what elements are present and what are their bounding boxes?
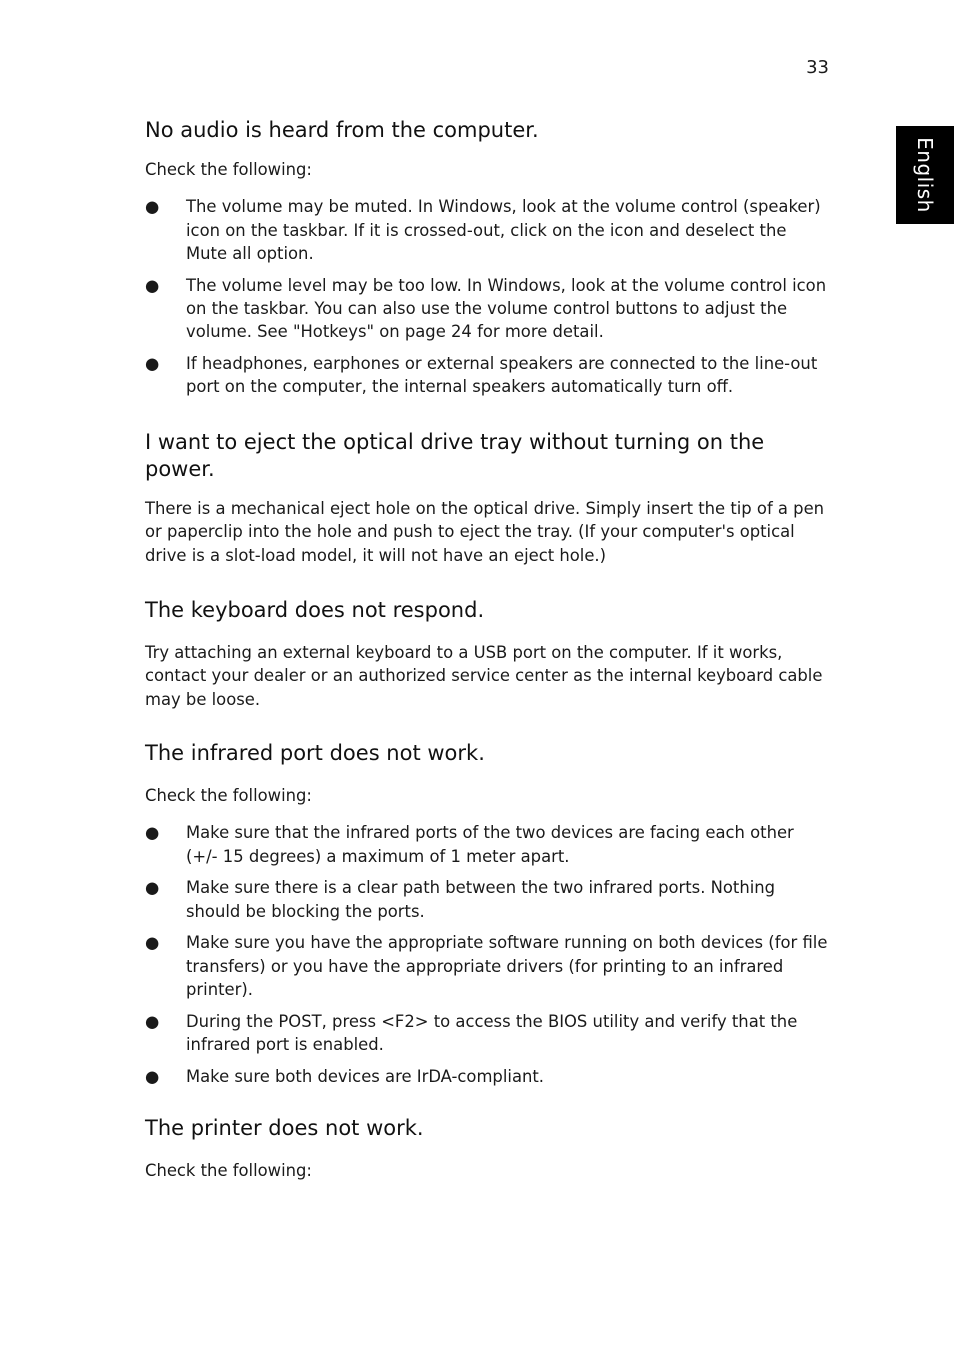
language-tab: [896, 126, 954, 224]
section-heading: The keyboard does not respond.: [145, 598, 485, 622]
section-body: There is a mechanical eject hole on the optical drive. Simply insert the tip of a pen or paperclip into the hole and push to eject the tray. (If your computer's optical drive is a slot-load model, it will not have an eject hole.): [145, 499, 825, 565]
cross-reference-link[interactable]: "Hotkeys" on page 24: [292, 322, 472, 342]
bullet-icon: ●: [145, 197, 160, 217]
language-tab-label: English: [913, 137, 937, 213]
key-name: <F2>: [381, 1011, 429, 1031]
section-printer: [145, 1115, 829, 1182]
section-no-audio: [145, 117, 829, 407]
bullet-icon: ●: [145, 1011, 160, 1031]
section-intro: Check the following:: [145, 786, 312, 805]
list-item: ● Make sure there is a clear path between the two infrared ports. Nothing should be blocking the ports.: [145, 878, 776, 921]
list-item: ● Make sure both devices are IrDA-compliant.: [145, 1065, 829, 1088]
section-intro: Check the following:: [145, 160, 312, 179]
list-item: ● The volume may be muted. In Windows, look at the volume control (speaker) icon on the taskbar. If it is crossed-out, click on the icon and deselect the Mute all option.: [145, 197, 821, 263]
bullet-icon: ●: [145, 878, 160, 898]
bullet-icon: ●: [145, 1066, 160, 1086]
bullet-icon: ●: [145, 933, 160, 953]
list-item: ● Make sure you have the appropriate software running on both devices (for file transfers) or you have the appropriate drivers (for printing to an infrared printer).: [145, 933, 828, 1000]
section-keyboard: [145, 597, 829, 711]
ui-term: Mute all: [186, 243, 252, 263]
bullet-list: [145, 195, 829, 398]
section-heading: No audio is heard from the computer.: [145, 118, 539, 142]
bullet-icon: ●: [145, 823, 160, 843]
section-infrared: [145, 740, 829, 1097]
section-eject-tray: [145, 429, 829, 567]
section-heading: I want to eject the optical drive tray without turning on the power.: [145, 430, 765, 481]
list-item: ● Make sure that the infrared ports of the two devices are facing each other (+/- 15 degrees) a maximum of 1 meter apart.: [145, 823, 794, 866]
section-heading: The infrared port does not work.: [145, 741, 485, 765]
page-number: 33: [806, 57, 829, 78]
list-item: ● The volume level may be too low. In Windows, look at the volume control icon on the taskbar. You can also use the volume control buttons to adjust the volume. See "Hotkeys" on page 24 for more detail.: [145, 275, 827, 342]
section-intro: Check the following:: [145, 1161, 312, 1180]
bullet-icon: ●: [145, 275, 160, 295]
section-heading: The printer does not work.: [145, 1116, 424, 1140]
list-item: ● If headphones, earphones or external speakers are connected to the line-out port on the computer, the internal speakers automatically turn off.: [145, 354, 818, 397]
bullet-icon: ●: [145, 354, 160, 374]
section-body: Try attaching an external keyboard to a USB port on the computer. If it works, contact your dealer or an authorized service center as the internal keyboard cable may be loose.: [145, 643, 823, 709]
bullet-list: [145, 821, 829, 1088]
list-item: ● During the POST, press <F2> to access the BIOS utility and verify that the infrared port is enabled.: [145, 1011, 798, 1055]
